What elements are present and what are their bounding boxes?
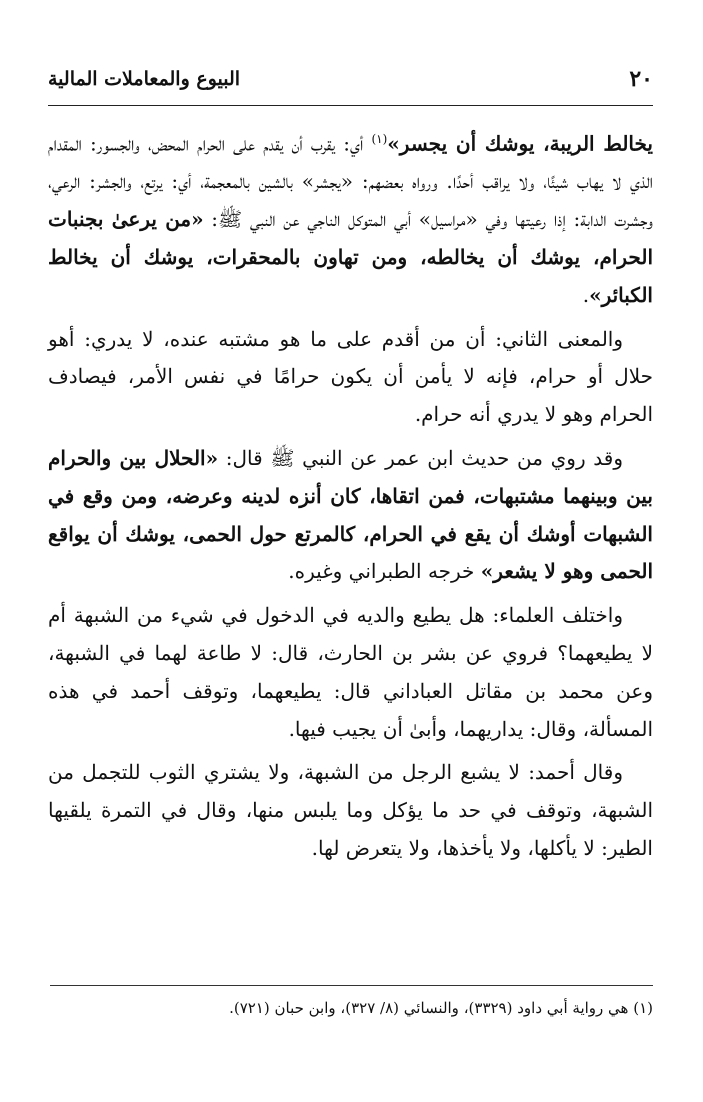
paragraph-text: خرجه الطبراني وغيره. xyxy=(288,559,481,584)
paragraph-text: وقد روي من حديث ابن عمر عن النبي ﷺ قال: xyxy=(218,446,623,471)
footnote-rule xyxy=(50,985,653,986)
body-text xyxy=(48,121,653,874)
paragraph xyxy=(48,321,653,434)
paragraph-text: وقال أحمد: لا يشبع الرجل من الشبهة، ولا يشتري الثوب للتجمل من الشبهة، وتوقف في حد ما يؤكل وما يلبس منها، وقال في التمرة يلقيها الطير: لا يأكلها، ولا يأخذها، ولا يتعرض لها. xyxy=(48,760,653,860)
hadith-quote: «الحلال بين والحرام بين وبينهما مشتبهات، فمن اتقاها، كان أنزه لدينه وعرضه، ومن وقع في الشبهات أوشك أن يقع في الحرام، كالمرتع حول الحمى، يوشك أن يواقع الحمى وهو لا يشعر» xyxy=(48,446,653,584)
footnote: (١) هي رواية أبي داود (٣٣٢٩)، والنسائي (٨/ ٣٢٧)، وابن حبان (٧٢١). xyxy=(229,999,653,1017)
paragraph-text: والمعنى الثاني: أن من أقدم على ما هو مشتبه عنده، لا يدري: أهو حلال أو حرام، فإنه لا يأمن أن يكون حرامًا في نفس الأمر، فيصادف الحرام وهو لا يدري أنه حرام. xyxy=(48,326,653,427)
footnote-marker: (١) xyxy=(371,132,388,146)
paragraph xyxy=(48,121,653,315)
paragraph xyxy=(48,597,653,748)
page-number: ٢٠ xyxy=(629,66,653,92)
paragraph xyxy=(48,754,653,867)
hadith-quote: «من يرعىٰ بجنبات الحرام، يوشك أن يخالطه، ومن تهاون بالمحقرات، يوشك أن يخالط الكبائر» xyxy=(48,207,653,307)
paragraph-text: أي: يقرب أن يقدم على الحرام المحض، والجسور: المقدام الذي لا يهاب شيئًا، ولا يراقب أحدًا. ورواه بعضهم: «يجشر» بالشين بالمعجمة، أي: يرتع، والجشر: الرعي، وجشرت الدابة: إذا رعيتها وفي «مراسيل» أبي المتوكل الناجي عن النبي ﷺ: xyxy=(48,131,653,232)
header-rule xyxy=(48,105,653,106)
page-header xyxy=(48,66,653,102)
paragraph-text: . xyxy=(582,282,590,307)
paragraph-text: واختلف العلماء: هل يطيع والديه في الدخول في شيء من الشبهة أم لا يطيعهما؟ فروي عن بشر بن الحارث، قال: لا طاعة لهما في الشبهة، وعن محمد بن مقاتل العباداني قال: يطيعهما، وتوقف أحمد في هذه المسألة، وقال: يداريهما، وأبىٰ أن يجيب فيها. xyxy=(48,603,653,741)
paragraph xyxy=(48,440,653,591)
hadith-quote: يخالط الريبة، يوشك أن يجسر» xyxy=(387,131,654,156)
running-title: البيوع والمعاملات المالية xyxy=(48,68,241,90)
